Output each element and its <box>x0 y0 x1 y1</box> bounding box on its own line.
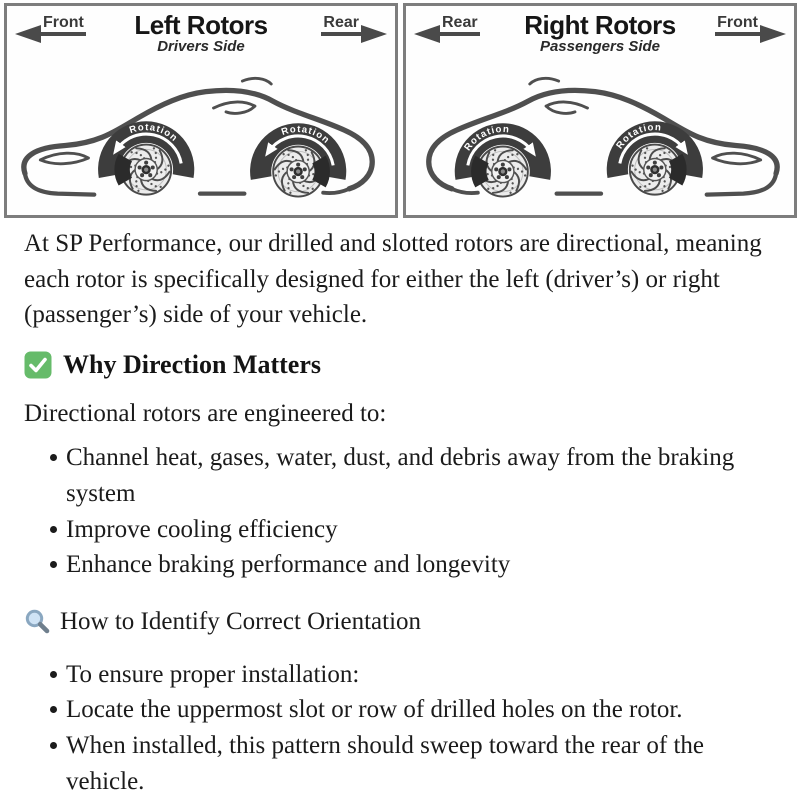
rotation-label: Rotation <box>614 121 663 152</box>
section-heading-why-direction-matters <box>24 350 762 380</box>
benefits-list <box>24 440 762 582</box>
panel-title: Right Rotors <box>524 10 676 40</box>
panel-subtitle: Drivers Side <box>157 38 245 55</box>
left-panel-header <box>7 6 395 60</box>
list-item: Locate the uppermost slot or row of drilled holes on the rotor. <box>49 692 762 728</box>
list-item: Improve cooling efficiency <box>49 512 762 548</box>
rear-label-text: Rear <box>323 14 359 31</box>
right-rotors-panel <box>403 3 797 218</box>
right-car-illustration <box>406 58 794 210</box>
section-title: How to Identify Correct Orientation <box>60 607 422 635</box>
section-lead: Directional rotors are engineered to: <box>24 399 387 427</box>
front-direction-label <box>715 14 760 36</box>
panel-title: Left Rotors <box>134 10 268 40</box>
arrow-right-icon <box>760 25 786 43</box>
list-item: When installed, this pattern should sweep toward the rear of the vehicle. <box>49 728 762 799</box>
list-item: To ensure proper installation: <box>49 657 762 693</box>
right-panel-header <box>406 6 794 60</box>
arrow-left-icon <box>15 25 41 43</box>
rotor-direction-diagram <box>0 0 800 218</box>
check-mark-emoji-icon <box>24 351 52 379</box>
arrow-left-icon <box>414 25 440 43</box>
rear-direction-label <box>321 14 361 36</box>
panel-subtitle: Passengers Side <box>539 38 661 55</box>
front-label-text: Front <box>717 14 758 31</box>
rotation-label: Rotation <box>462 123 511 154</box>
rotation-label: Rotation <box>280 123 332 147</box>
list-item: Channel heat, gases, water, dust, and debris away from the braking system <box>49 440 762 511</box>
orientation-list <box>24 657 762 799</box>
list-item: Enhance braking performance and longevity <box>49 547 762 583</box>
arrow-right-icon <box>361 25 387 43</box>
rear-label-text: Rear <box>442 14 478 31</box>
rotation-label: Rotation <box>128 122 180 145</box>
section-heading-identify-orientation <box>24 608 762 636</box>
rear-wheel-rotor <box>250 123 346 196</box>
front-direction-label <box>41 14 86 36</box>
front-label-text: Front <box>43 14 84 31</box>
rear-direction-label <box>440 14 480 36</box>
left-car-illustration <box>7 58 395 210</box>
magnifying-glass-emoji-icon <box>24 608 51 635</box>
section-title: Why Direction Matters <box>63 349 322 379</box>
article-body <box>0 218 800 799</box>
intro-paragraph: At SP Performance, our drilled and slotted rotors are directional, meaning each rotor is specifically designed for either the left (driver’s) or right (passenger’s) side of your vehicle. <box>24 230 762 329</box>
left-rotors-panel <box>4 3 398 218</box>
